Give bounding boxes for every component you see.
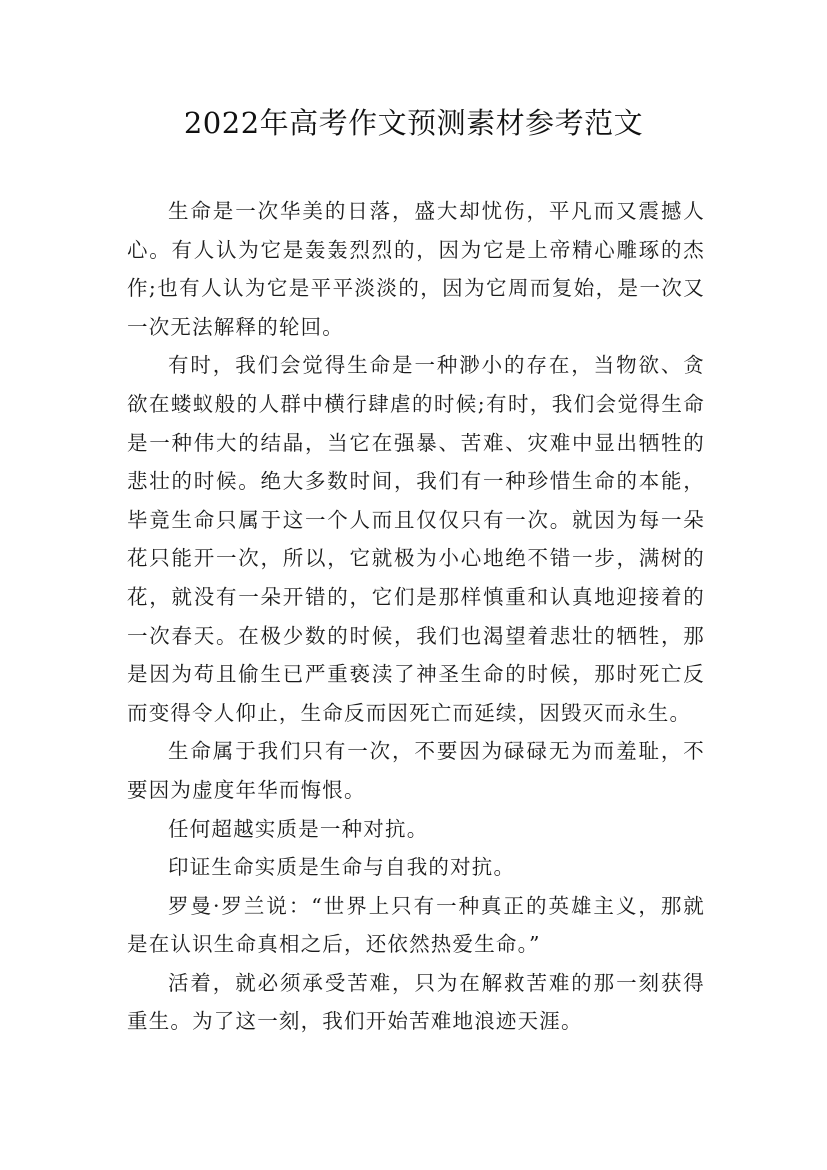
paragraph: 生命是一次华美的日落，盛大却忧伤，平凡而又震撼人心。有人认为它是轰轰烈烈的，因为它是上帝精心雕琢的杰作;也有人认为它是平平淡淡的，因为它周而复始，是一次又一次无法解释的轮回。 xyxy=(127,199,705,339)
paragraph: 任何超越实质是一种对抗。 xyxy=(168,816,429,841)
paragraph: 印证生命实质是生命与自我的对抗。 xyxy=(168,855,516,880)
document-title: 2022年高考作文预测素材参考范文 xyxy=(183,106,644,140)
paragraph: 罗曼·罗兰说：“世界上只有一种真正的英雄主义，那就是在认识生命真相之后，还依然热爱生命。” xyxy=(127,893,705,957)
paragraph: 生命属于我们只有一次，不要因为碌碌无为而羞耻，不要因为虚度年华而悔恨。 xyxy=(127,739,705,802)
document-body xyxy=(127,192,705,1041)
paragraph: 有时，我们会觉得生命是一种渺小的存在，当物欲、贪欲在蝼蚁般的人群中横行肆虐的时候;有时，我们会觉得生命是一种伟大的结晶，当它在强暴、苦难、灾难中显出牺牲的悲壮的时候。绝大多数时间，我们有一种珍惜生命的本能，毕竟生命只属于这一个人而且仅仅只有一次。就因为每一朵花只能开一次，所以，它就极为小心地绝不错一步，满树的花，就没有一朵开错的，它们是那样慎重和认真地迎接着的一次春天。在极少数的时候，我们也渴望着悲壮的牺牲，那是因为苟且偷生已严重亵渎了神圣生命的时候，那时死亡反而变得令人仰止，生命反而因死亡而延续，因毁灭而永生。 xyxy=(127,353,705,725)
paragraph: 活着，就必须承受苦难，只为在解救苦难的那一刻获得重生。为了这一刻，我们开始苦难地浪迹天涯。 xyxy=(127,970,705,1034)
